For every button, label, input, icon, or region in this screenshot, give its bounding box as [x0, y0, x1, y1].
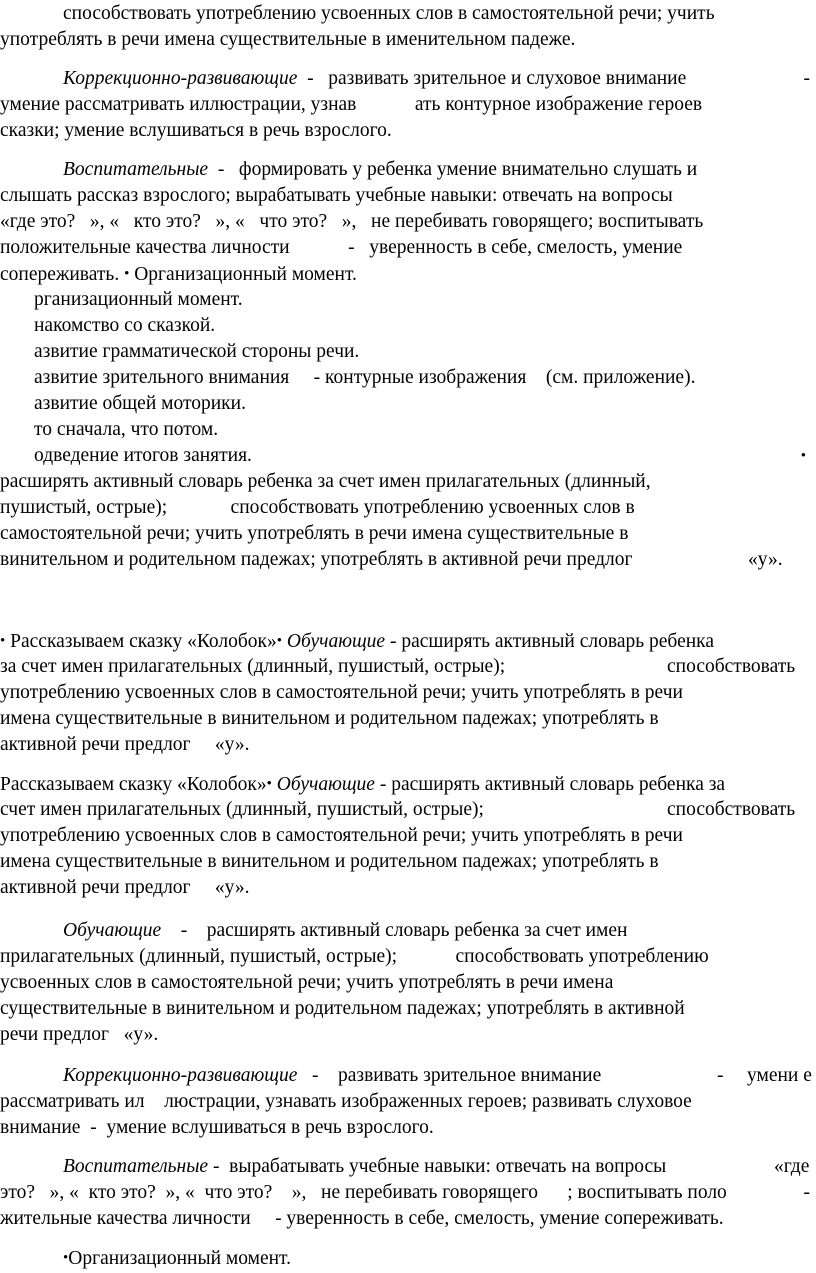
text-line: винительном и родительном падежах; употреблять в активной речи предлог	[0, 549, 633, 570]
text-line: сказки; умение вслушиваться в речь взрослого.	[0, 120, 392, 141]
plan-item: одведение итогов занятия.	[34, 445, 252, 466]
text-line: счет имен прилагательных (длинный, пушистый, острые);	[0, 799, 484, 820]
text-line: активной речи предлог «у».	[0, 734, 250, 755]
text-line: положительные качества личности - уверенность в себе, смелость, умение	[0, 237, 683, 258]
text-line: способствовать употреблению усвоенных слов в самостоятельной речи; учить	[63, 3, 715, 24]
section-title: Обучающие	[276, 774, 375, 795]
text-run: -	[803, 1182, 810, 1203]
text-line: употреблению усвоенных слов в самостоятельной речи; учить употреблять в речи	[0, 825, 683, 846]
text-line: пушистый, острые); способствовать употреблению усвоенных слов в	[0, 497, 635, 518]
text-line: самостоятельной речи; учить употреблять в речи имена существительные в	[0, 523, 629, 544]
text-line: за счет имен прилагательных (длинный, пушистый, острые);	[0, 656, 506, 677]
text-line: слышать рассказ взрослого; вырабатывать учебные навыки: отвечать на вопросы	[0, 185, 673, 206]
text-line: усвоенных слов в самостоятельной речи; учить употреблять в речи имена	[0, 972, 614, 993]
text-run: -	[803, 68, 810, 89]
text-line: расширять активный словарь ребенка за счет имен прилагательных (длинный,	[0, 471, 651, 492]
text-run: Организационный момент.	[129, 264, 357, 285]
text-run: Рассказываем сказку «Колобок»	[0, 774, 267, 795]
plan-item: рганизационный момент.	[34, 289, 243, 310]
bullet-icon: •	[0, 633, 6, 649]
section-title: Воспитательные	[63, 1156, 209, 1177]
text-line	[63, 1063, 816, 1089]
text-line: жительные качества личности - уверенность в себе, смелость, умение сопереживать.	[0, 1208, 724, 1229]
plan-item: то сначала, что потом.	[34, 419, 219, 440]
text-run: способствовать	[667, 799, 796, 820]
text-run: сопереживать.	[0, 264, 125, 285]
section-title: Коррекционно-развивающие	[63, 68, 298, 89]
text-line: умение рассматривать иллюстрации, узнав ать контурное изображение героев	[0, 94, 703, 115]
text-line: речи предлог «у».	[0, 1024, 159, 1045]
text-run: Рассказываем сказку «Колобок»	[5, 631, 277, 652]
text-run: способствовать	[667, 656, 796, 677]
text-run: - развивать зрительное внимание	[297, 1065, 602, 1086]
text-line: активной речи предлог «у».	[0, 877, 250, 898]
text-run: - расширять активный словарь ребенка за счет имен	[161, 920, 628, 941]
plan-item: азвитие общей моторики.	[34, 393, 246, 414]
section-title: Обучающие	[286, 631, 386, 652]
section-title: Коррекционно-развивающие	[63, 1065, 298, 1086]
text-run: Организационный момент.	[68, 1248, 291, 1269]
text-line: существительные в винительном и родительном падежах; употреблять в активной	[0, 998, 685, 1019]
bullet-icon: •	[266, 776, 272, 792]
text-run: «где	[774, 1156, 810, 1177]
bullet-icon: •	[124, 266, 130, 282]
text-line	[0, 628, 816, 654]
text-line: имена существительные в винительном и родительном падежах; употреблять в	[0, 708, 659, 729]
text-line: это? », « кто это? », « что это? », не перебивать говорящего ; воспитывать поло	[0, 1182, 727, 1203]
text-run: - вырабатывать учебные навыки: отвечать на вопросы	[208, 1156, 667, 1177]
bullet-icon: •	[276, 633, 282, 649]
text-line: употреблять в речи имена существительные в именительном падеже.	[0, 29, 576, 50]
text-run: -	[717, 1065, 724, 1086]
text-line: употреблению усвоенных слов в самостоятельной речи; учить употреблять в речи	[0, 682, 683, 703]
text-run: умени е	[747, 1065, 812, 1086]
text-line	[63, 157, 816, 183]
plan-item: накомство со сказкой.	[34, 315, 216, 336]
section-title: Обучающие	[63, 920, 162, 941]
text-run: - формировать у ребенка умение внимательно слушать и	[208, 159, 698, 180]
text-line: рассматривать ил люстрации, узнавать изображенных героев; развивать слуховое	[0, 1091, 692, 1112]
bullet-icon: •	[63, 1250, 69, 1266]
plan-item: азвитие зрительного внимания - контурные изображения (см. приложение).	[34, 367, 696, 388]
bullet-icon: •	[800, 448, 806, 464]
text-run: - расширять активный словарь ребенка	[385, 631, 714, 652]
text-run: «у».	[748, 549, 783, 570]
text-line: имена существительные в винительном и родительном падежах; употреблять в	[0, 851, 659, 872]
text-line	[0, 261, 816, 287]
plan-item: азвитие грамматической стороны речи.	[34, 341, 360, 362]
text-line	[63, 1154, 816, 1180]
text-line: «где это? », « кто это? », « что это? », не перебивать говорящего; воспитывать	[0, 211, 704, 232]
text-line: прилагательных (длинный, пушистый, острые); способствовать употреблению	[0, 946, 709, 967]
text-line	[0, 771, 816, 797]
text-run: - развивать зрительное и слуховое внимание	[297, 68, 687, 89]
text-line	[63, 66, 816, 92]
section-title: Воспитательные	[63, 159, 209, 180]
text-line	[63, 1245, 816, 1271]
text-line	[63, 918, 816, 944]
text-run: - расширять активный словарь ребенка за	[374, 774, 726, 795]
text-line: внимание - умение вслушиваться в речь взрослого.	[0, 1117, 434, 1138]
